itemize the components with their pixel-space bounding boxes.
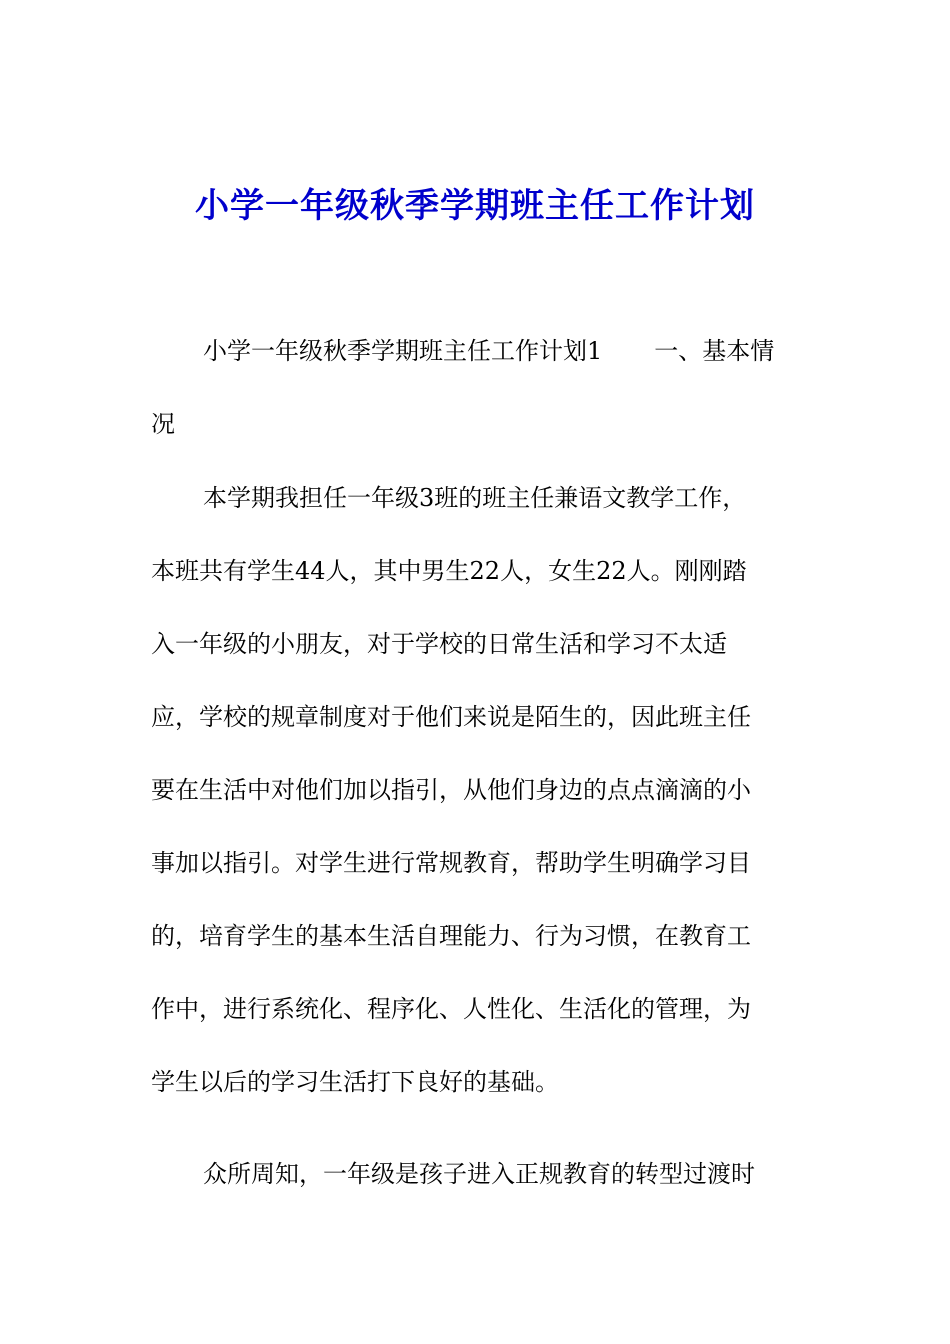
paragraph-line: 本学期我担任一年级3班的班主任兼语文教学工作， (203, 484, 747, 512)
paragraph-line (151, 315, 801, 388)
section-heading: 一、基本情 (654, 337, 775, 365)
paragraph-line: 众所周知，一年级是孩子进入正规教育的转型过渡时 (203, 1160, 755, 1188)
paragraph-3 (151, 1138, 801, 1211)
paragraph-2 (151, 462, 801, 1119)
paragraph-line: 况 (151, 410, 175, 438)
document-title: 小学一年级秋季学期班主任工作计划 (195, 186, 755, 226)
section-title: 小学一年级秋季学期班主任工作计划1 (203, 337, 603, 365)
paragraph-line: 入一年级的小朋友，对于学校的日常生活和学习不太适 (151, 630, 727, 658)
paragraph-line: 事加以指引。对学生进行常规教育，帮助学生明确学习目 (151, 849, 751, 877)
paragraph-line: 学生以后的学习生活打下良好的基础。 (151, 1068, 559, 1096)
paragraph-1 (151, 315, 801, 461)
paragraph-line: 要在生活中对他们加以指引，从他们身边的点点滴滴的小 (151, 776, 751, 804)
paragraph-line: 作中，进行系统化、程序化、人性化、生活化的管理，为 (151, 995, 751, 1023)
paragraph-line: 本班共有学生44人，其中男生22人，女生22人。刚刚踏 (151, 557, 747, 585)
paragraph-line: 的，培育学生的基本生活自理能力、行为习惯，在教育工 (151, 922, 751, 950)
paragraph-line: 应，学校的规章制度对于他们来说是陌生的，因此班主任 (151, 703, 751, 731)
